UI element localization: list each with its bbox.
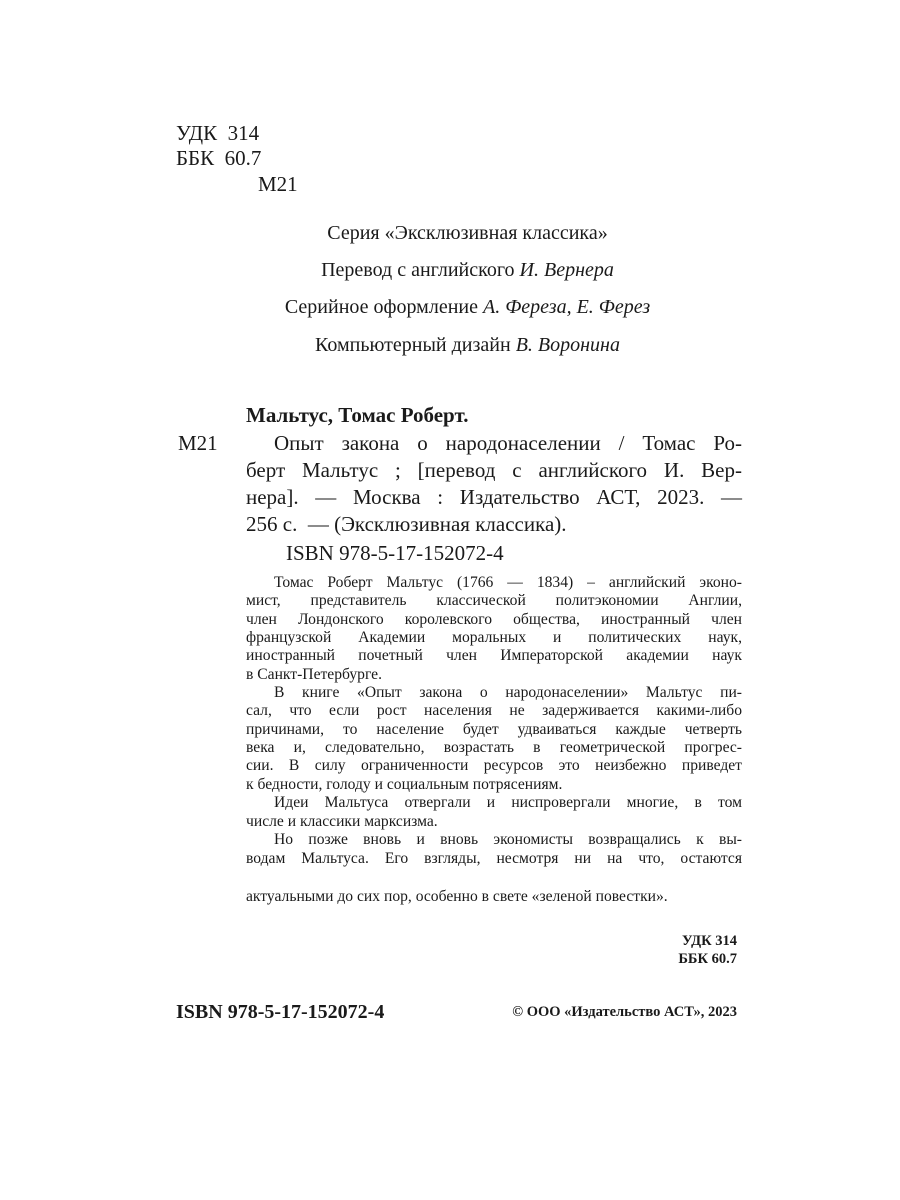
catalog-line: нера]. — Москва : Издательство АСТ, 2023. — [246, 485, 742, 509]
annotation-line: причинами, то население будет удваиваться каждые четверть [246, 721, 742, 738]
catalog-line: Опыт закона о народонаселении / Томас Ро- [274, 431, 742, 455]
author-mark: М21 [258, 172, 298, 196]
footer-udk: УДК 314 [681, 933, 737, 949]
annotation-line: В книге «Опыт закона о народонаселении» Мальтус пи- [274, 684, 742, 701]
bbk-code: ББК 60.7 [176, 146, 262, 170]
translator-name: И. Вернера [519, 259, 614, 281]
computer-design-line [0, 333, 900, 357]
annotation-line: в Санкт-Петербурге. [246, 666, 382, 683]
design-label: Серийное оформление [284, 296, 478, 318]
footer-isbn: ISBN 978-5-17-152072-4 [176, 1001, 385, 1023]
udk-code: УДК 314 [176, 121, 260, 145]
series-line: Серия «Эксклюзивная классика» [327, 222, 608, 244]
annotation-line: Идеи Мальтуса отвергали и ниспровергали многие, в том [274, 794, 742, 811]
annotation-line: числе и классики марксизма. [246, 813, 438, 830]
annotation-line: Томас Роберт Мальтус (1766 — 1834) – английский эконо- [274, 574, 742, 591]
annotation-line: иностранный почетный член Императорской академии наук [246, 647, 742, 664]
catalog-line: берт Мальтус ; [перевод с английского И. Вер- [246, 458, 742, 482]
computer-designer-name: В. Воронина [515, 334, 620, 356]
translation-label: Перевод с английского [321, 259, 515, 281]
annotation-line: член Лондонского королевского общества, иностранный член [246, 611, 742, 628]
annotation-line: сии. В силу ограниченности ресурсов это неизбежно приведет [246, 757, 742, 774]
annotation-line: века и, следовательно, возрастать в геометрической прогрес- [246, 739, 742, 756]
designers-names: А. Фереза, Е. Ферез [482, 296, 651, 318]
annotation-line: Но позже вновь и вновь экономисты возвращались к вы- [274, 831, 742, 848]
catalog-mark: М21 [178, 431, 218, 455]
footer-copyright: © ООО «Издательство АСТ», 2023 [512, 1004, 737, 1020]
catalog-author: Мальтус, Томас Роберт. [246, 403, 469, 427]
annotation-line: актуальными до сих пор, особенно в свете «зеленой повестки». [246, 888, 668, 905]
design-line [0, 295, 900, 319]
translation-line [0, 258, 900, 282]
catalog-line: 256 с. — (Эксклюзивная классика). [246, 512, 567, 536]
annotation-line: французской Академии моральных и политических наук, [246, 629, 742, 646]
annotation-line: водам Мальтуса. Его взгляды, несмотря ни на что, остаются [246, 850, 742, 867]
catalog-isbn: ISBN 978-5-17-152072-4 [286, 541, 504, 565]
annotation-line: мист, представитель классической политэкономии Англии, [246, 592, 742, 609]
computer-design-label: Компьютерный дизайн [315, 334, 511, 356]
annotation-line: сал, что если рост населения не задерживается какими-либо [246, 702, 742, 719]
annotation-line: к бедности, голоду и социальным потрясениям. [246, 776, 563, 793]
footer-bbk: ББК 60.7 [678, 951, 737, 967]
